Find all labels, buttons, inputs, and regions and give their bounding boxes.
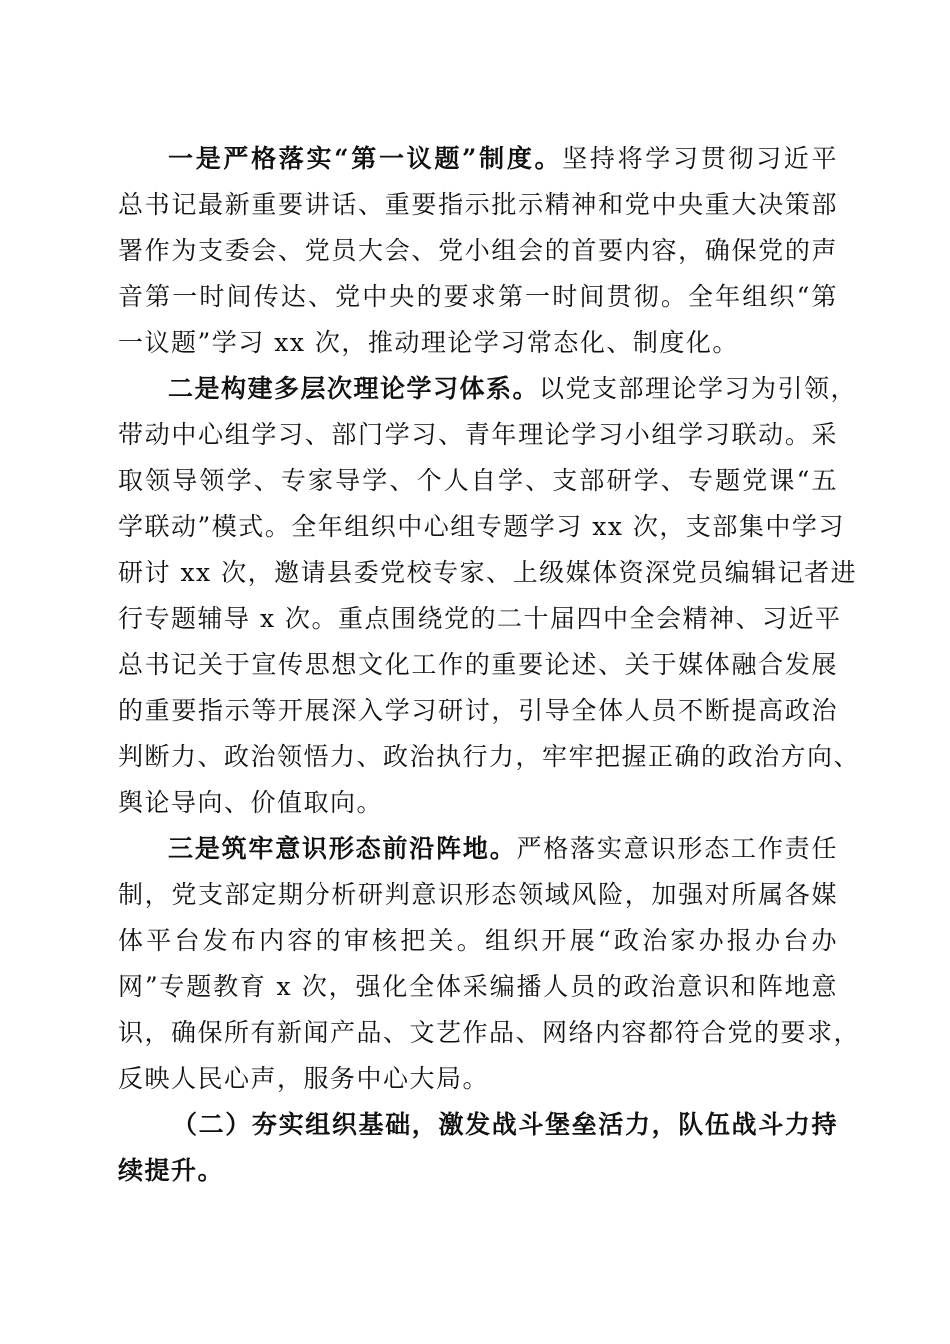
section-heading-line-2: 续提升。 [118, 1156, 225, 1185]
paragraph-2-line-10: 舆论导向、价值取向。 [118, 788, 384, 817]
paragraph-2-line-4: 学联动”模式。全年组织中心组专题学习 xx 次，支部集中学习 [118, 512, 845, 541]
paragraph-3-line-6: 反映人民心声，服务中心大局。 [118, 1064, 490, 1093]
paragraph-2-line-3: 取领导领学、专家导学、个人自学、支部研学、专题党课“五 [118, 466, 838, 495]
paragraph-3-text: 严格落实意识形态工作责任 [516, 834, 838, 863]
paragraph-3-line-4: 网”专题教育 x 次，强化全体采编播人员的政治意识和阵地意 [118, 972, 838, 1001]
paragraph-2-line-9: 判断力、政治领悟力、政治执行力，牢牢把握正确的政治方向、 [118, 742, 861, 771]
paragraph-3-line-3: 体平台发布内容的审核把关。组织开展“政治家办报办台办 [118, 926, 838, 955]
paragraph-2-lead: 二是构建多层次理论学习体系。 [168, 374, 540, 403]
paragraph-2-line-7: 总书记关于宣传思想文化工作的重要论述、关于媒体融合发展 [118, 650, 838, 679]
paragraph-1-line-2: 总书记最新重要讲话、重要指示批示精神和党中央重大决策部 [118, 190, 838, 219]
section-heading-line-1: （二）夯实组织基础，激发战斗堡垒活力，队伍战斗力持 [172, 1110, 838, 1139]
paragraph-1-line-1 [168, 137, 838, 181]
paragraph-2-text: 以党支部理论学习为引领， [539, 374, 858, 403]
paragraph-2-line-8: 的重要指示等开展深入学习研讨，引导全体人员不断提高政治 [118, 696, 838, 725]
paragraph-2-line-6: 行专题辅导 x 次。重点围绕党的二十届四中全会精神、习近平 [118, 604, 842, 633]
paragraph-1-line-5: 一议题”学习 xx 次，推动理论学习常态化、制度化。 [118, 328, 739, 357]
paragraph-3-lead: 三是筑牢意识形态前沿阵地。 [168, 834, 517, 863]
paragraph-2-line-5: 研讨 xx 次，邀请县委党校专家、上级媒体资深党员编辑记者进 [118, 558, 858, 587]
paragraph-2-line-1 [168, 367, 858, 411]
paragraph-1-text: 坚持将学习贯彻习近平 [562, 144, 838, 173]
paragraph-3-line-5: 识，确保所有新闻产品、文艺作品、网络内容都符合党的要求， [118, 1018, 861, 1047]
paragraph-3-line-1 [168, 827, 838, 871]
paragraph-1-line-4: 音第一时间传达、党中央的要求第一时间贯彻。全年组织“第 [118, 282, 838, 311]
paragraph-1-lead: 一是严格落实“第一议题”制度。 [168, 144, 563, 173]
paragraph-2-line-2: 带动中心组学习、部门学习、青年理论学习小组学习联动。采 [118, 420, 838, 449]
paragraph-3-line-2: 制，党支部定期分析研判意识形态领域风险，加强对所属各媒 [118, 880, 838, 909]
paragraph-1-line-3: 署作为支委会、党员大会、党小组会的首要内容，确保党的声 [118, 236, 838, 265]
